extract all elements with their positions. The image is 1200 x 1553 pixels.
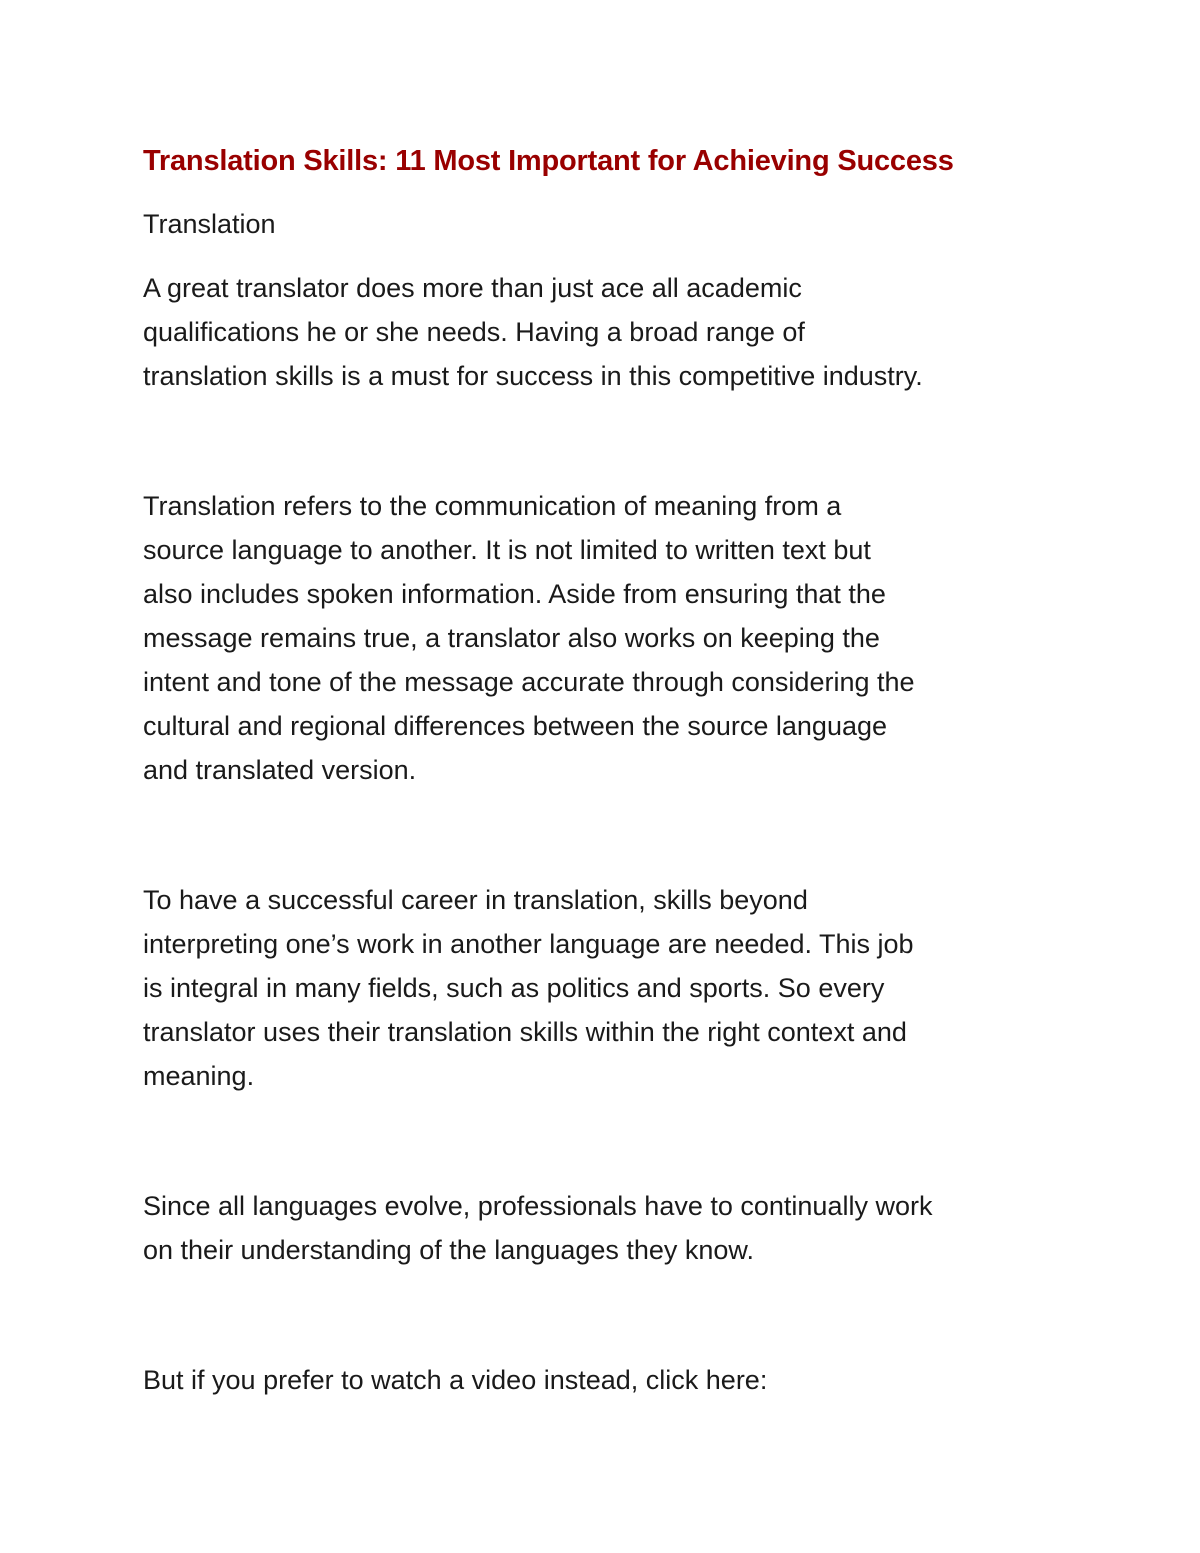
paragraph-line: also includes spoken information. Aside from ensuring that the — [143, 579, 886, 609]
paragraph-line: translator uses their translation skills within the right context and — [143, 1017, 907, 1047]
paragraph-line: translation skills is a must for success in this competitive industry. — [143, 361, 923, 391]
paragraph-line: source language to another. It is not limited to written text but — [143, 535, 871, 565]
paragraph-video — [143, 1358, 1073, 1402]
paragraph-line: To have a successful career in translation, skills beyond — [143, 885, 808, 915]
document-body — [143, 140, 1073, 1402]
paragraph-line: qualifications he or she needs. Having a broad range of — [143, 317, 805, 347]
paragraph-line: meaning. — [143, 1061, 255, 1091]
paragraph-evolve — [143, 1184, 1073, 1272]
paragraph-line: cultural and regional differences between the source language — [143, 711, 888, 741]
paragraph-intro — [143, 266, 1073, 398]
paragraph-career — [143, 878, 1073, 1098]
paragraph-line: message remains true, a translator also works on keeping the — [143, 623, 880, 653]
paragraph-line: on their understanding of the languages they know. — [143, 1235, 754, 1265]
document-title: Translation Skills: 11 Most Important for Achieving Success — [143, 145, 954, 177]
paragraph-line: intent and tone of the message accurate through considering the — [143, 667, 915, 697]
category-label: Translation — [143, 209, 276, 239]
paragraph-line: interpreting one’s work in another language are needed. This job — [143, 929, 914, 959]
paragraph-line: A great translator does more than just ace all academic — [143, 273, 802, 303]
paragraph-line: and translated version. — [143, 755, 417, 785]
paragraph-definition — [143, 484, 1073, 792]
paragraph-line: Translation refers to the communication of meaning from a — [143, 491, 842, 521]
paragraph-line: is integral in many fields, such as politics and sports. So every — [143, 973, 885, 1003]
paragraph-line: Since all languages evolve, professionals have to continually work — [143, 1191, 933, 1221]
paragraph-line: But if you prefer to watch a video instead, click here: — [143, 1365, 768, 1395]
